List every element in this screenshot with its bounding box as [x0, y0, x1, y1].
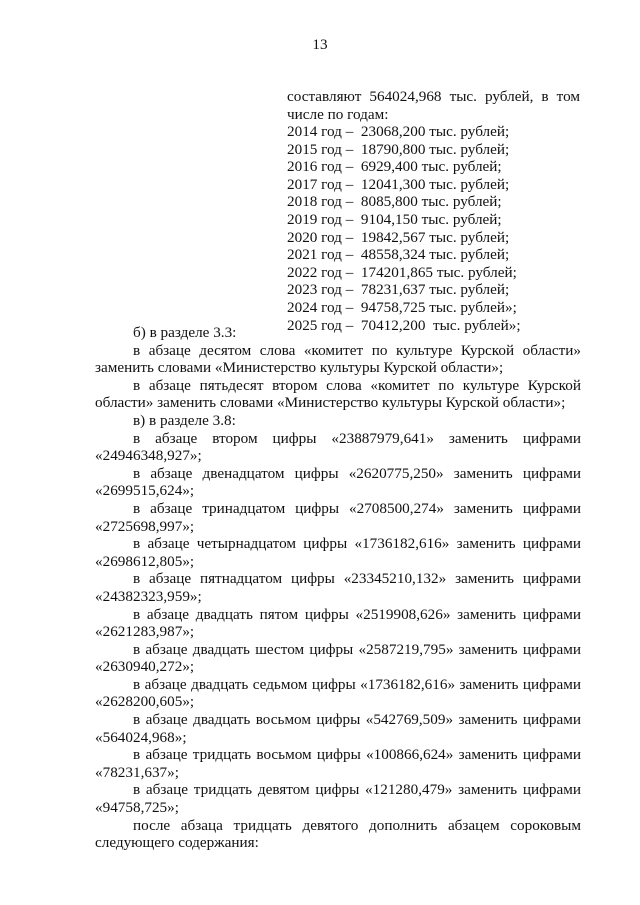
- paragraph-first-line: в абзаце двадцать восьмом цифры «542769,509» заменить цифрами: [133, 711, 581, 729]
- year-item: 2017 год – 12041,300 тыс. рублей;: [287, 175, 510, 193]
- page-number: 13: [312, 36, 328, 53]
- paragraph-continuation: «24382323,959»;: [95, 587, 202, 605]
- paragraph: [95, 817, 581, 835]
- paragraph: [95, 412, 581, 430]
- paragraph: [95, 500, 581, 518]
- paragraph-first-line: после абзаца тридцать девятого дополнить абзацем сороковым: [133, 816, 581, 834]
- paragraph-first-line: в абзаце четырнадцатом цифры «1736182,616» заменить цифрами: [133, 535, 581, 553]
- year-item: 2025 год – 70412,200 тыс. рублей»;: [287, 316, 521, 334]
- paragraph: [95, 465, 581, 483]
- paragraph: [95, 377, 581, 395]
- year-item: 2024 год – 94758,725 тыс. рублей»;: [287, 298, 517, 316]
- year-item: 2022 год – 174201,865 тыс. рублей;: [287, 263, 517, 281]
- paragraph: [95, 711, 581, 729]
- paragraph-continuation: «2628200,605»;: [95, 693, 195, 711]
- paragraph-first-line: в абзаце тринадцатом цифры «2708500,274» заменить цифрами: [133, 499, 581, 517]
- year-item: 2014 год – 23068,200 тыс. рублей;: [287, 123, 510, 140]
- paragraph-continuation: «2698612,805»;: [95, 552, 195, 570]
- year-item: 2016 год – 6929,400 тыс. рублей;: [287, 158, 502, 176]
- paragraph-continuation: следующего содержания:: [95, 834, 259, 852]
- paragraph-first-line: б) в разделе 3.3:: [133, 324, 237, 341]
- paragraph-first-line: в) в разделе 3.8:: [133, 411, 236, 429]
- paragraph-first-line: в абзаце двенадцатом цифры «2620775,250» заменить цифрами: [133, 464, 581, 482]
- year-item: 2019 год – 9104,150 тыс. рублей;: [287, 210, 502, 228]
- year-list: [287, 123, 587, 334]
- paragraph-continuation: «2621283,987»;: [95, 623, 195, 641]
- paragraph-first-line: в абзаце тридцать восьмом цифры «100866,624» заменить цифрами: [133, 746, 581, 764]
- paragraph-continuation: «2699515,624»;: [95, 482, 195, 500]
- paragraph: [95, 430, 581, 448]
- intro-text: [287, 88, 580, 123]
- paragraph: [95, 342, 581, 360]
- paragraph-continuation: «564024,968»;: [95, 728, 187, 746]
- paragraph-continuation: заменить словами «Министерство культуры Курской области»;: [95, 359, 504, 377]
- year-item: 2015 год – 18790,800 тыс. рублей;: [287, 140, 510, 158]
- paragraph-continuation: «94758,725»;: [95, 799, 179, 817]
- year-item: 2023 год – 78231,637 тыс. рублей;: [287, 281, 510, 299]
- paragraph: [95, 676, 581, 694]
- intro-line: составляют 564024,968 тыс. рублей, в том: [287, 88, 580, 105]
- paragraph-first-line: в абзаце пятьдесят втором слова «комитет по культуре Курской: [133, 376, 581, 394]
- paragraph-continuation: «2630940,272»;: [95, 658, 195, 676]
- paragraph-first-line: в абзаце втором цифры «23887979,641» заменить цифрами: [133, 429, 581, 447]
- paragraph: [95, 535, 581, 553]
- paragraph: [95, 781, 581, 799]
- year-item: 2018 год – 8085,800 тыс. рублей;: [287, 193, 502, 211]
- paragraph-continuation: «2725698,997»;: [95, 517, 195, 535]
- paragraph-first-line: в абзаце двадцать пятом цифры «2519908,626» заменить цифрами: [133, 605, 581, 623]
- paragraph-first-line: в абзаце тридцать девятом цифры «121280,479» заменить цифрами: [133, 781, 581, 799]
- year-item: 2021 год – 48558,324 тыс. рублей;: [287, 246, 510, 264]
- paragraph: [95, 570, 581, 588]
- paragraph: [95, 641, 581, 659]
- paragraph-first-line: в абзаце двадцать шестом цифры «2587219,795» заменить цифрами: [133, 640, 581, 658]
- document-body: [95, 324, 581, 852]
- paragraph-continuation: «24946348,927»;: [95, 447, 202, 465]
- intro-line: числе по годам:: [287, 105, 389, 123]
- paragraph: [95, 606, 581, 624]
- paragraph: [95, 746, 581, 764]
- paragraph-first-line: в абзаце двадцать седьмом цифры «1736182,616» заменить цифрами: [133, 675, 581, 693]
- paragraph-first-line: в абзаце десятом слова «комитет по культуре Курской области»: [133, 341, 581, 359]
- paragraph: [95, 324, 581, 342]
- paragraph-continuation: области» заменить словами «Министерство культуры Курской области»;: [95, 394, 566, 412]
- paragraph-continuation: «78231,637»;: [95, 763, 179, 781]
- paragraph-first-line: в абзаце пятнадцатом цифры «23345210,132» заменить цифрами: [133, 570, 581, 588]
- year-item: 2020 год – 19842,567 тыс. рублей;: [287, 228, 510, 246]
